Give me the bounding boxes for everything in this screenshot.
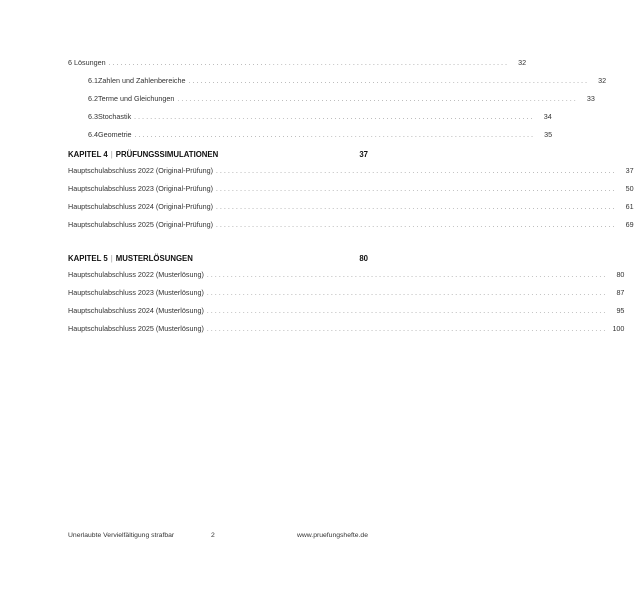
toc-entry-title: Hauptschulabschluss 2023 (Original-Prüfung): [68, 184, 214, 193]
toc-entry-loesung-2023[interactable]: [68, 288, 625, 306]
toc-entry-6-2[interactable]: [68, 94, 595, 112]
toc-entry-6-4[interactable]: [68, 130, 553, 148]
toc-entry-pruefung-2023[interactable]: [68, 184, 634, 202]
dot-leader: ....................................................................................................: [216, 168, 617, 175]
toc-entry-page: 32: [518, 58, 527, 67]
toc-entry-page: 35: [544, 130, 553, 139]
toc-entry-title: Terme und Gleichungen: [98, 94, 175, 103]
toc-entry-loesung-2022[interactable]: [68, 270, 625, 288]
toc-entry-6-1[interactable]: [68, 76, 607, 94]
toc-entry-title: Hauptschulabschluss 2025 (Original-Prüfung): [68, 220, 214, 229]
table-of-contents: [68, 58, 634, 342]
toc-entry-section-6[interactable]: [68, 58, 527, 76]
toc-entry-page: 87: [616, 288, 625, 297]
toc-entry-page: 50: [625, 184, 634, 193]
chapter-page: 80: [359, 254, 368, 263]
toc-entry-title: Hauptschulabschluss 2022 (Musterlösung): [68, 270, 204, 279]
dot-leader: ....................................................................................................: [206, 326, 608, 333]
toc-entry-page: 34: [543, 112, 552, 121]
toc-entry-title: Hauptschulabschluss 2023 (Musterlösung): [68, 288, 204, 297]
toc-entry-page: 32: [598, 76, 607, 85]
toc-entry-title: 6 Lösungen: [68, 58, 106, 67]
chapter-page: 37: [359, 150, 368, 159]
toc-entry-title: Hauptschulabschluss 2025 (Musterlösung): [68, 324, 204, 333]
dot-leader: ....................................................................................................: [134, 114, 535, 121]
toc-entry-number: 6.1: [88, 76, 98, 85]
chapter-title: PRÜFUNGSSIMULATIONEN: [115, 150, 219, 159]
toc-entry-page: 37: [625, 166, 634, 175]
dot-leader: ....................................................................................................: [206, 290, 608, 297]
toc-entry-page: 80: [616, 270, 625, 279]
toc-entry-loesung-2024[interactable]: [68, 306, 625, 324]
toc-entry-page: 69: [625, 220, 634, 229]
spacer: [68, 238, 368, 252]
toc-entry-title: Hauptschulabschluss 2024 (Musterlösung): [68, 306, 204, 315]
chapter-separator: |: [110, 254, 113, 263]
dot-leader: ....................................................................................................: [206, 272, 608, 279]
toc-entry-title: Hauptschulabschluss 2022 (Original-Prüfung): [68, 166, 214, 175]
dot-leader: ....................................................................................................: [108, 60, 510, 67]
toc-entry-number: 6.4: [88, 130, 98, 139]
copyright-notice: Unerlaubte Vervielfältigung strafbar: [68, 532, 175, 539]
toc-entry-number: 6.3: [88, 112, 98, 121]
chapter-label: KAPITEL 4: [68, 150, 108, 159]
toc-entry-pruefung-2024[interactable]: [68, 202, 634, 220]
dot-leader: ....................................................................................................: [188, 78, 590, 85]
toc-entry-title: Geometrie: [98, 130, 132, 139]
dot-leader: ....................................................................................................: [206, 308, 608, 315]
website-link[interactable]: www.pruefungshefte.de: [296, 532, 368, 539]
toc-entry-title: Stochastik: [98, 112, 132, 121]
chapter-heading-4[interactable]: [68, 150, 368, 166]
toc-entry-pruefung-2025[interactable]: [68, 220, 634, 238]
toc-entry-title: Zahlen und Zahlenbereiche: [98, 76, 186, 85]
dot-leader: ....................................................................................................: [216, 222, 617, 229]
toc-entry-page: 95: [616, 306, 625, 315]
dot-leader: ....................................................................................................: [177, 96, 578, 103]
toc-entry-6-3[interactable]: [68, 112, 552, 130]
toc-entry-number: 6.2: [88, 94, 98, 103]
chapter-separator: |: [110, 150, 113, 159]
dot-leader: ....................................................................................................: [216, 204, 617, 211]
toc-entry-page: 33: [586, 94, 595, 103]
toc-entry-page: 61: [625, 202, 634, 211]
toc-entry-page: 100: [612, 324, 625, 333]
dot-leader: ....................................................................................................: [134, 132, 536, 139]
toc-entry-pruefung-2022[interactable]: [68, 166, 634, 184]
toc-entry-loesung-2025[interactable]: [68, 324, 625, 342]
page-footer: [68, 532, 368, 539]
toc-entry-title: Hauptschulabschluss 2024 (Original-Prüfung): [68, 202, 214, 211]
dot-leader: ....................................................................................................: [216, 186, 617, 193]
chapter-title: MUSTERLÖSUNGEN: [115, 254, 193, 263]
page-number: 2: [211, 532, 215, 539]
chapter-heading-5[interactable]: [68, 254, 368, 270]
chapter-label: KAPITEL 5: [68, 254, 108, 263]
